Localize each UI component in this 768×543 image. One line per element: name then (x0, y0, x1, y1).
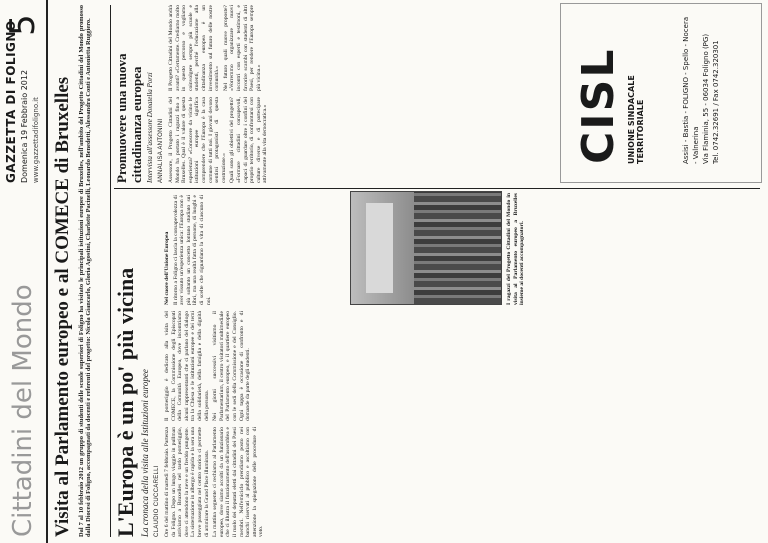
top-article-intro: Dal 7 al 10 febbraio 2012 un gruppo di studenti delle scuole superiori di Foligno ha visitato le principali istituzioni europee di Bruxelles, nell'ambito del Progetto Cittadini del Mondo promosso dalla Diocesi di Foligno, accompagnati da docenti e referenti del progetto: Nicola Giancarlo, Gloria Agostini, Charlotte Pacinelli, Leonardo Benedetti, Alessandra Conti e Antonietta Ruggiero. (78, 5, 93, 537)
ad-contacts (681, 14, 721, 164)
left-article-column-3 (164, 195, 344, 305)
column-divider (114, 188, 760, 189)
cisl-logo: CISL (573, 47, 624, 164)
cisl-advertisement (560, 3, 762, 183)
right-article-column-1 (168, 97, 554, 183)
left-article-column-1 (164, 427, 760, 537)
photo-crowd (414, 192, 501, 304)
photo-banner (366, 203, 393, 293)
paragraph: Ore 6 del mattino di martedì 7 febbraio. Partenza da Foligno. Dopo un lungo viaggio in pullman arriviamo a Bruxelles nel tardo pomeriggio, dove ci attendono la neve e un freddo pungente. La sistemazione in albergo è rapida e la sera una breve passeggiata nel centro storico ci permette di ammirare la Grand Place illuminata. (164, 427, 210, 537)
issue-date: Domenica 19 Febbraio 2012 (20, 69, 29, 183)
paragraph: Assessore, il Progetto Cittadini del Mondo ha portato i ragazzi fino a Bruxelles. Qual è il valore di questa esperienza? «Conoscere da vicino le istituzioni europee significa comprendere che l'Europa è la casa comune di tutti noi. I giovani devono sentirsi protagonisti di questa costruzione.» (168, 97, 227, 183)
paragraph: Il pomeriggio è dedicato alla visita del COMECE, la Commissione degli Episcopati della Comunità Europea, dove incontriamo alcuni rappresentanti che ci parlano del dialogo tra la Chiesa e le istituzioni europee e dei temi della solidarietà, della famiglia e della dignità della persona. (164, 311, 210, 421)
page-number: 5 (3, 14, 43, 36)
paragraph: Il ritorno a Foligno ci lascia la consapevolezza di aver vissuto un'esperienza unica: l'Europa non è più soltanto un concetto lontano studiato sui libri, ma una realtà fatta di persone, di luoghi e di scelte che riguardano la vita di ciascuno di noi. (172, 195, 212, 305)
section-title: Cittadini del Mondo (8, 284, 38, 537)
top-article-headline: Visita al Parlamento europeo e al COMECE di Bruxelles (52, 76, 73, 537)
paragraph: Quali sono gli obiettivi del progetto? «Formare cittadini consapevoli, capaci di guardare oltre i confini del proprio territorio, di confrontarsi con culture diverse e di partecipare attivamente alla vita democratica.» (229, 97, 269, 183)
group-photo (350, 191, 502, 305)
right-article-byline: ANNALISA ANTONINI (158, 118, 164, 183)
newspaper-website: www.gazzettadifoligno.it (32, 97, 40, 183)
left-article-column-2 (164, 311, 760, 421)
page-header (0, 0, 48, 543)
left-article-headline: L'Europa è un po' più vicina (113, 267, 138, 537)
left-article-byline: CLAUDIO CUCCARELLI (154, 465, 160, 537)
newspaper-name: GAZZETTA DI FOLIGNO (4, 20, 18, 183)
section-divider (110, 5, 111, 537)
paragraph: Il Progetto Cittadini del Mondo andrà avanti? «Certamente. Crediamo molto in questo percorso e vogliamo coinvolgere sempre più scuole e studenti, perché l'educazione alla cittadinanza europea è un investimento sul futuro delle nostre comunità.» (168, 5, 221, 91)
paragraph: Nei giorni successivi visitiamo il Parlamentarium, il centro visitatori multimediale del Parlamento europeo, e il quartiere europeo con le sedi della Commissione e del Consiglio. Ogni tappa è occasione di confronto e di domande da parte degli studenti. (212, 311, 252, 421)
right-article-headline: Promuovere una nuova cittadinanza europea (114, 53, 144, 183)
subheading: Nel cuore dell'Unione Europea (164, 231, 170, 305)
right-article-deck: Intervista all'assessore Donatella Porzi (146, 72, 154, 183)
ad-areas: Assisi - Bastia - FOLIGNO - Spello - Nocera - Valnerina (682, 16, 700, 164)
right-article-column-2 (168, 5, 554, 91)
ad-address: Via Flaminia, 55 - 06034 Foligno (PG) (702, 33, 710, 164)
paragraph: Nel futuro quali nuove proposte? «Vorremmo organizzare nuovi incontri con esperti e testimoni, e favorire scambi con studenti di altri Paesi, per rendere l'Europa sempre più vicina.» (222, 5, 262, 91)
ad-phone: Tel. 0742.32691 / Fax 0742.320301 (712, 40, 720, 164)
paragraph: La mattina seguente ci rechiamo al Parlamento europeo, dove siamo accolti da un funzionario che ci illustra il funzionamento dell'assemblea e il ruolo dei deputati eletti dai cittadini dei Paesi membri. Nell'emiciclo prendiamo posto nei banchi riservati al pubblico e ascoltiamo con attenzione la spiegazione delle procedure di voto. (212, 427, 265, 537)
photo-caption: I ragazzi del Progetto Cittadini del Mondo in visita al Parlamento europeo a Bruxelles insieme ai docenti accompagnatori. (506, 193, 526, 305)
left-article-deck: La cronaca della visita alle Istituzioni europee (140, 369, 150, 537)
ad-tagline: UNIONE SINDACALE TERRITORIALE (627, 75, 645, 164)
